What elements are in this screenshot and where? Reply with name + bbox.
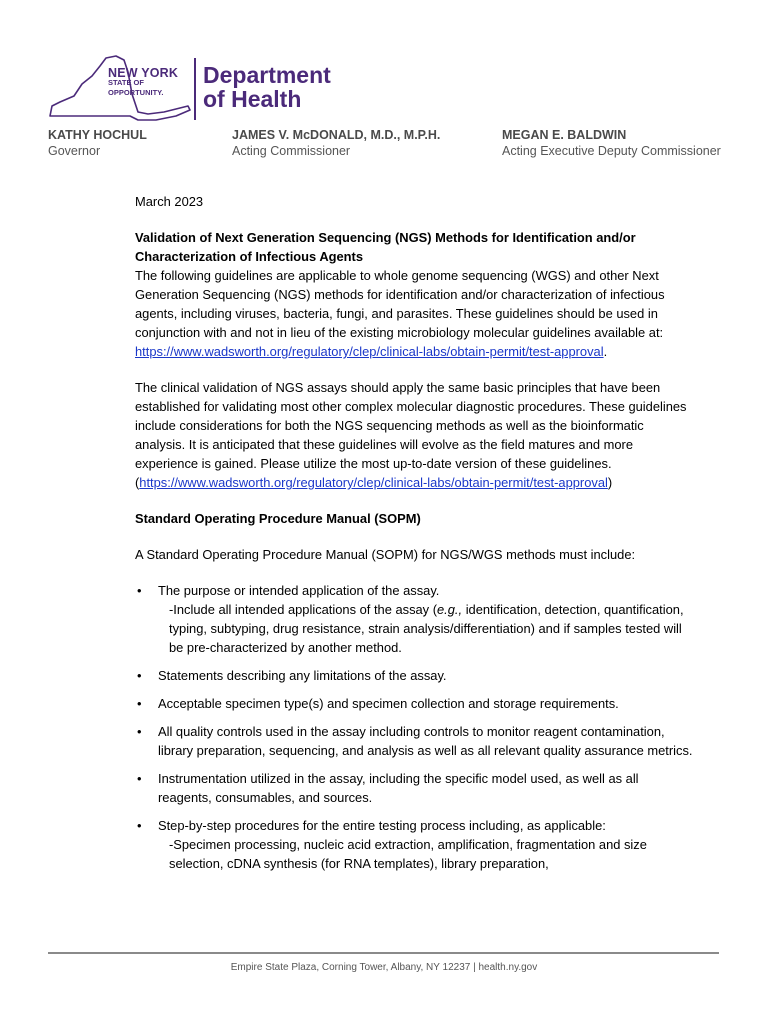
document-body [135,192,695,882]
bullet-icon: • [137,818,142,833]
document-title: Validation of Next Generation Sequencing (NGS) Methods for Identification and/or Characterization of Infectious Agents [135,230,636,264]
list-item [135,816,695,873]
list-item [135,694,695,713]
list-item-text: All quality controls used in the assay including controls to monitor reagent contamination, library preparation, sequencing, and analysis as well as all relevant quality assurance metrics. [158,724,693,758]
letterhead [0,0,768,170]
bullet-icon: • [137,668,142,683]
ny-logo-line1: NEW YORK [108,66,179,80]
official-name: MEGAN E. BALDWIN [502,128,627,142]
subtext-rest: identification, detection, quantification, typing, subtyping, drug resistance, strain analysis/differentiation) and if samples tested will be pre-characterized by another method. [169,602,684,655]
intro-text: The following guidelines are applicable to whole genome sequencing (WGS) and other Next Generation Sequencing (NGS) methods for identification and/or characterization of infectious agents, including viruses, bacteria, fungi, and parasites. These guidelines should be used in conjunction with and not in lieu of the existing microbiology molecular guidelines available at: [135,268,665,340]
footer-divider [48,952,719,954]
intro-after: . [603,344,608,359]
list-item [135,769,695,807]
validation-link[interactable]: https://www.wadsworth.org/regulatory/clep/clinical-labs/obtain-permit/test-approval [139,475,608,490]
bullet-icon: • [137,583,142,598]
list-item-text: The purpose or intended application of the assay. [158,583,440,598]
validation-paragraph [135,378,695,492]
ny-logo-line3: OPPORTUNITY. [108,88,164,97]
list-item-subtext: -Specimen processing, nucleic acid extraction, amplification, fragmentation and size selection, cDNA synthesis (for RNA templates), library preparation, [169,837,647,871]
official-title: Acting Executive Deputy Commissioner [502,144,721,158]
list-item [135,581,695,657]
sopm-intro: A Standard Operating Procedure Manual (SOPM) for NGS/WGS methods must include: [135,547,636,562]
intro-link[interactable]: https://www.wadsworth.org/regulatory/clep/clinical-labs/obtain-permit/test-approval [135,344,604,359]
official-commissioner [232,127,440,159]
subtext-emphasis: e.g., [437,602,463,617]
ny-logo-text [108,68,178,98]
official-name: KATHY HOCHUL [48,128,147,142]
sopm-bullet-list [135,581,695,873]
official-governor [48,127,147,159]
list-item-text: Instrumentation utilized in the assay, including the specific model used, as well as all reagents, consumables, and sources. [158,771,639,805]
validation-text: The clinical validation of NGS assays should apply the same basic principles that have been established for validating most other complex molecular diagnostic procedures. These guidelines include considerations for both the NGS sequencing methods as well as the bioinformatic analysis. It is anticipated that these guidelines will evolve as the field matures and more experience is gained. Please utilize the most up-to-date version of these guidelines. ( [135,380,687,490]
list-item-text: Acceptable specimen type(s) and specimen collection and storage requirements. [158,696,619,711]
intro-paragraph [135,266,695,361]
footer-address: Empire State Plaza, Corning Tower, Albany, NY 12237 | health.ny.gov [230,962,538,973]
document-date: March 2023 [135,194,204,209]
list-item [135,666,695,685]
department-of-health-logo [203,63,331,111]
bullet-icon: • [137,771,142,786]
list-item-text: Statements describing any limitations of the assay. [158,668,447,683]
official-title: Acting Commissioner [232,144,351,158]
official-deputy-commissioner [502,127,721,159]
list-item-text: Step-by-step procedures for the entire testing process including, as applicable: [158,818,606,833]
list-item-subtext [158,600,695,657]
official-name: JAMES V. McDONALD, M.D., M.P.H. [232,128,441,142]
department-line1: Department [203,62,331,88]
subtext-prefix: -Include all intended applications of the assay ( [169,602,438,617]
list-item [135,722,695,760]
ny-logo-line2: STATE OF [108,78,144,87]
bullet-icon: • [137,696,142,711]
department-line2: of Health [203,86,302,112]
official-title: Governor [48,144,101,158]
sopm-heading: Standard Operating Procedure Manual (SOPM) [135,511,421,526]
bullet-icon: • [137,724,142,739]
validation-after: ) [607,475,613,490]
logo-divider [194,58,196,120]
